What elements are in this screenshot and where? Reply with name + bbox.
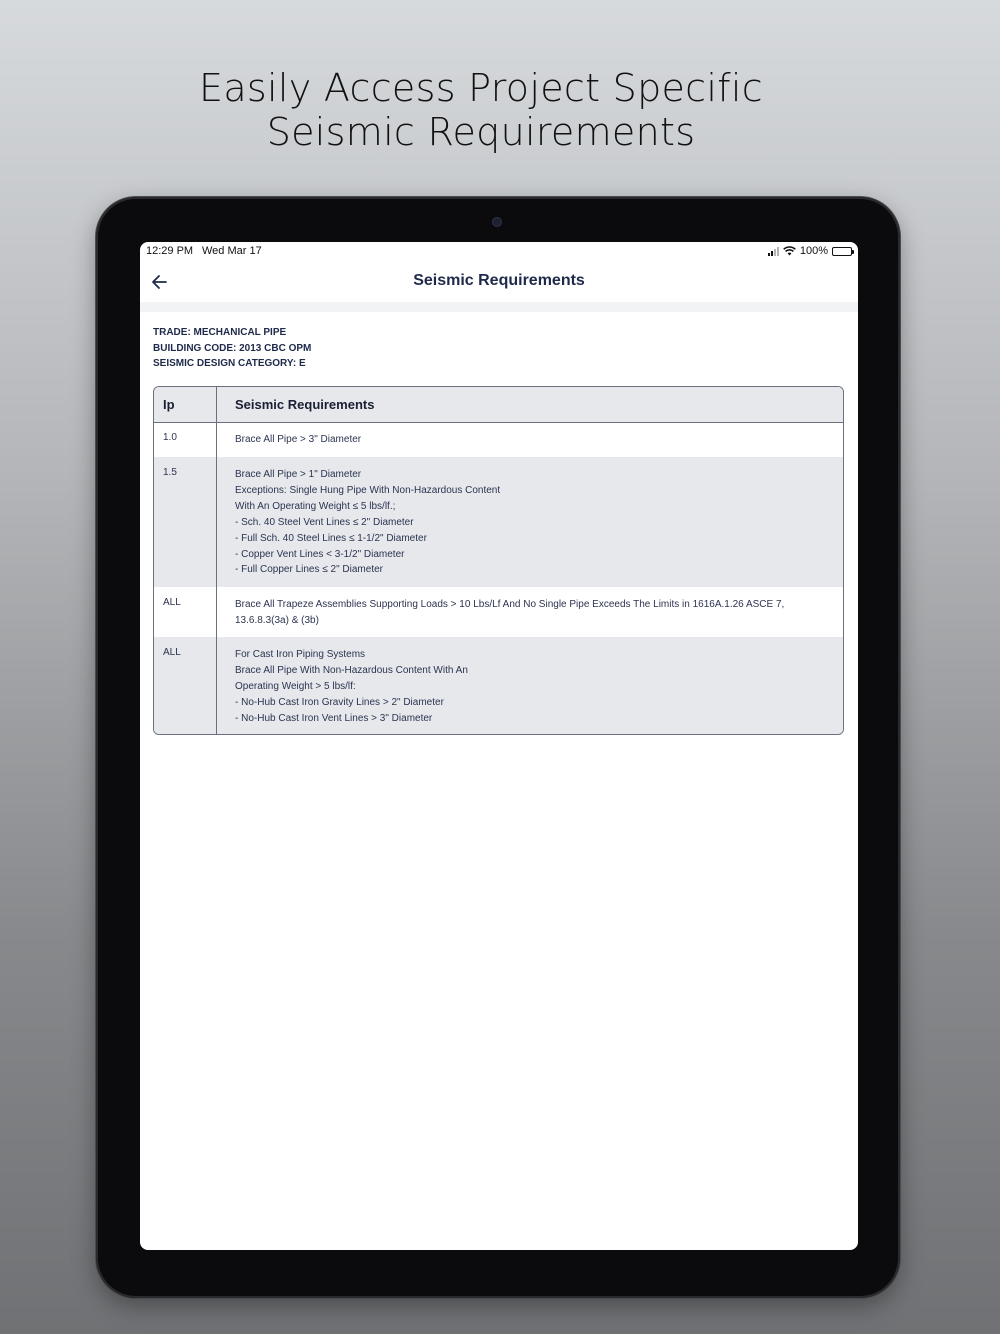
wifi-icon — [783, 246, 796, 256]
table-row — [154, 422, 843, 457]
seismic-category-label: SEISMIC DESIGN CATEGORY: E — [153, 358, 306, 369]
cell-requirements — [235, 467, 835, 578]
cell-requirements — [235, 432, 835, 448]
headline-line-1: Easily Access Project Specific — [199, 66, 763, 110]
cellular-signal-icon — [768, 247, 779, 256]
requirement-line: - No-Hub Cast Iron Vent Lines > 3" Diameter — [235, 712, 433, 724]
requirement-line: Brace All Pipe With Non-Hazardous Content With An — [235, 664, 468, 676]
status-time: 12:29 PM — [146, 245, 194, 257]
app-screen — [140, 242, 858, 1250]
requirement-line: Exceptions: Single Hung Pipe With Non-Hazardous Content — [235, 484, 501, 496]
requirement-line: Brace All Pipe > 1" Diameter — [235, 469, 362, 480]
requirement-line: - No-Hub Cast Iron Gravity Lines > 2" Diameter — [235, 696, 444, 708]
page-title: Seismic Requirements — [413, 272, 585, 289]
requirement-line: Operating Weight > 5 lbs/lf: — [235, 680, 356, 692]
cell-ip: 1.5 — [163, 467, 177, 478]
building-code-label: BUILDING CODE: 2013 CBC OPM — [153, 342, 312, 354]
requirement-line: - Full Sch. 40 Steel Lines ≤ 1-1/2" Diameter — [235, 532, 427, 544]
cell-ip: ALL — [163, 647, 181, 658]
table-row — [154, 637, 843, 735]
camera-icon — [492, 217, 502, 227]
requirement-line: 13.6.8.3(3a) & (3b) — [235, 614, 319, 626]
headline-line-2: Seismic Requirements — [266, 110, 696, 154]
status-indicators — [768, 245, 852, 257]
project-meta — [153, 325, 311, 372]
requirement-line: With An Operating Weight ≤ 5 lbs/lf.; — [235, 500, 396, 512]
column-divider — [216, 387, 217, 734]
column-header-ip: Ip — [163, 397, 175, 412]
trade-label: TRADE: MECHANICAL PIPE — [153, 327, 287, 338]
requirements-table — [153, 386, 844, 735]
cell-ip: ALL — [163, 597, 181, 608]
requirement-line: - Full Copper Lines ≤ 2" Diameter — [235, 564, 383, 576]
navigation-bar — [140, 262, 858, 302]
status-date: Wed Mar 17 — [202, 245, 262, 257]
table-row — [154, 587, 843, 637]
status-bar — [140, 242, 858, 262]
column-header-requirements: Seismic Requirements — [235, 397, 375, 412]
table-row — [154, 457, 843, 587]
cell-ip: 1.0 — [163, 432, 177, 443]
cell-requirements — [235, 597, 835, 629]
tablet-frame — [96, 197, 900, 1298]
header-divider — [140, 302, 858, 312]
requirement-line: For Cast Iron Piping Systems — [235, 649, 366, 660]
table-header — [154, 387, 843, 423]
battery-percent: 100% — [799, 245, 828, 257]
battery-icon — [832, 247, 852, 256]
requirement-line: - Copper Vent Lines < 3-1/2" Diameter — [235, 548, 405, 560]
requirement-line: - Sch. 40 Steel Vent Lines ≤ 2" Diameter — [235, 516, 414, 528]
cell-requirements — [235, 647, 835, 727]
marketing-headline — [0, 66, 962, 154]
requirement-line: Brace All Trapeze Assemblies Supporting Loads > 10 Lbs/Lf And No Single Pipe Exceeds The Limits in 1616A.1.26 ASCE 7, — [235, 599, 785, 610]
requirement-line: Brace All Pipe > 3" Diameter — [235, 434, 362, 445]
